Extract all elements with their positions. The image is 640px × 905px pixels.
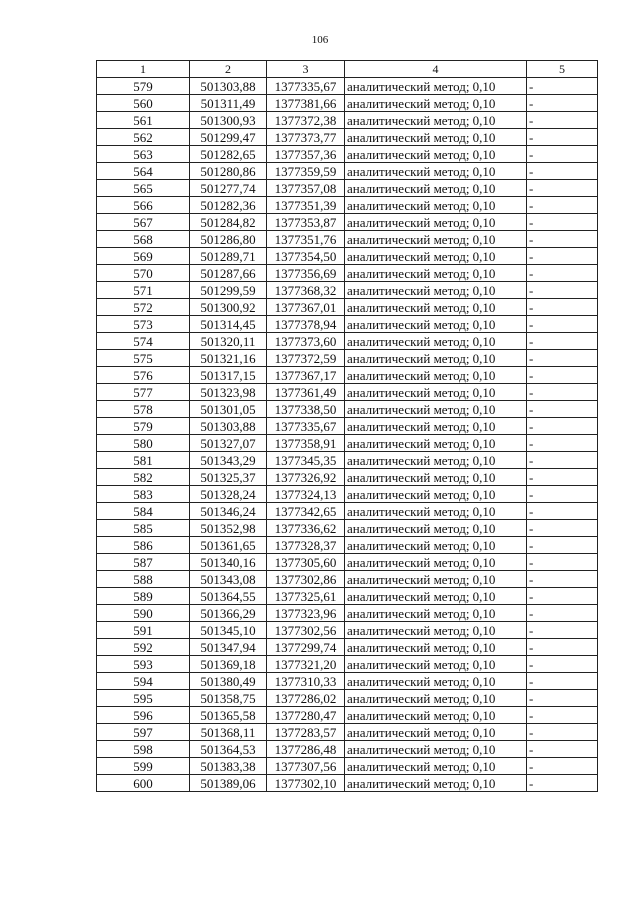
table-row	[97, 95, 598, 112]
table-row	[97, 435, 598, 452]
notes-cell: -	[527, 554, 598, 571]
page-number: 106	[311, 34, 329, 46]
y-coordinate-cell: 1377307,56	[267, 758, 345, 775]
point-number-cell: 565	[97, 180, 190, 197]
point-number-cell: 597	[97, 724, 190, 741]
notes-cell: -	[527, 639, 598, 656]
method-accuracy-cell: аналитический метод; 0,10	[345, 180, 527, 197]
table-row	[97, 214, 598, 231]
x-coordinate-cell: 501325,37	[190, 469, 267, 486]
point-number-cell: 573	[97, 316, 190, 333]
x-coordinate-cell: 501314,45	[190, 316, 267, 333]
x-coordinate-cell: 501282,36	[190, 197, 267, 214]
point-number-cell: 596	[97, 707, 190, 724]
notes-cell: -	[527, 112, 598, 129]
table-row	[97, 724, 598, 741]
point-number-cell: 588	[97, 571, 190, 588]
y-coordinate-cell: 1377361,49	[267, 384, 345, 401]
point-number-cell: 585	[97, 520, 190, 537]
y-coordinate-cell: 1377342,65	[267, 503, 345, 520]
notes-cell: -	[527, 486, 598, 503]
method-accuracy-cell: аналитический метод; 0,10	[345, 537, 527, 554]
y-coordinate-cell: 1377335,67	[267, 418, 345, 435]
method-accuracy-cell: аналитический метод; 0,10	[345, 316, 527, 333]
method-accuracy-cell: аналитический метод; 0,10	[345, 690, 527, 707]
table-row	[97, 112, 598, 129]
point-number-cell: 600	[97, 775, 190, 792]
x-coordinate-cell: 501361,65	[190, 537, 267, 554]
x-coordinate-cell: 501365,58	[190, 707, 267, 724]
y-coordinate-cell: 1377373,60	[267, 333, 345, 350]
method-accuracy-cell: аналитический метод; 0,10	[345, 656, 527, 673]
notes-cell: -	[527, 265, 598, 282]
notes-cell: -	[527, 435, 598, 452]
table-row	[97, 588, 598, 605]
method-accuracy-cell: аналитический метод; 0,10	[345, 333, 527, 350]
x-coordinate-cell: 501380,49	[190, 673, 267, 690]
y-coordinate-cell: 1377335,67	[267, 78, 345, 95]
notes-cell: -	[527, 384, 598, 401]
y-coordinate-cell: 1377299,74	[267, 639, 345, 656]
method-accuracy-cell: аналитический метод; 0,10	[345, 418, 527, 435]
point-number-cell: 575	[97, 350, 190, 367]
table-row	[97, 265, 598, 282]
y-coordinate-cell: 1377381,66	[267, 95, 345, 112]
notes-cell: -	[527, 588, 598, 605]
table-row	[97, 248, 598, 265]
point-number-cell: 578	[97, 401, 190, 418]
point-number-cell: 584	[97, 503, 190, 520]
method-accuracy-cell: аналитический метод; 0,10	[345, 486, 527, 503]
y-coordinate-cell: 1377378,94	[267, 316, 345, 333]
y-coordinate-cell: 1377302,10	[267, 775, 345, 792]
method-accuracy-cell: аналитический метод; 0,10	[345, 163, 527, 180]
notes-cell: -	[527, 418, 598, 435]
notes-cell: -	[527, 520, 598, 537]
x-coordinate-cell: 501286,80	[190, 231, 267, 248]
x-coordinate-cell: 501280,86	[190, 163, 267, 180]
notes-cell: -	[527, 452, 598, 469]
method-accuracy-cell: аналитический метод; 0,10	[345, 197, 527, 214]
y-coordinate-cell: 1377305,60	[267, 554, 345, 571]
y-coordinate-cell: 1377286,48	[267, 741, 345, 758]
table-row	[97, 605, 598, 622]
method-accuracy-cell: аналитический метод; 0,10	[345, 248, 527, 265]
notes-cell: -	[527, 503, 598, 520]
x-coordinate-cell: 501327,07	[190, 435, 267, 452]
point-number-cell: 579	[97, 78, 190, 95]
point-number-cell: 576	[97, 367, 190, 384]
column-header-4: 4	[345, 61, 527, 78]
table-row	[97, 639, 598, 656]
table-row	[97, 571, 598, 588]
point-number-cell: 561	[97, 112, 190, 129]
method-accuracy-cell: аналитический метод; 0,10	[345, 554, 527, 571]
table-row	[97, 758, 598, 775]
table-row	[97, 299, 598, 316]
point-number-cell: 582	[97, 469, 190, 486]
notes-cell: -	[527, 282, 598, 299]
y-coordinate-cell: 1377302,56	[267, 622, 345, 639]
point-number-cell: 574	[97, 333, 190, 350]
y-coordinate-cell: 1377372,38	[267, 112, 345, 129]
notes-cell: -	[527, 180, 598, 197]
point-number-cell: 583	[97, 486, 190, 503]
notes-cell: -	[527, 248, 598, 265]
point-number-cell: 572	[97, 299, 190, 316]
table-row	[97, 384, 598, 401]
notes-cell: -	[527, 707, 598, 724]
point-number-cell: 592	[97, 639, 190, 656]
x-coordinate-cell: 501300,92	[190, 299, 267, 316]
point-number-cell: 564	[97, 163, 190, 180]
table-row	[97, 469, 598, 486]
method-accuracy-cell: аналитический метод; 0,10	[345, 282, 527, 299]
y-coordinate-cell: 1377357,36	[267, 146, 345, 163]
table-row	[97, 350, 598, 367]
x-coordinate-cell: 501284,82	[190, 214, 267, 231]
x-coordinate-cell: 501287,66	[190, 265, 267, 282]
table-row	[97, 197, 598, 214]
y-coordinate-cell: 1377302,86	[267, 571, 345, 588]
notes-cell: -	[527, 78, 598, 95]
notes-cell: -	[527, 163, 598, 180]
method-accuracy-cell: аналитический метод; 0,10	[345, 367, 527, 384]
y-coordinate-cell: 1377328,37	[267, 537, 345, 554]
x-coordinate-cell: 501303,88	[190, 78, 267, 95]
x-coordinate-cell: 501369,18	[190, 656, 267, 673]
notes-cell: -	[527, 605, 598, 622]
point-number-cell: 566	[97, 197, 190, 214]
notes-cell: -	[527, 316, 598, 333]
notes-cell: -	[527, 775, 598, 792]
table-row	[97, 452, 598, 469]
method-accuracy-cell: аналитический метод; 0,10	[345, 588, 527, 605]
table-header-row	[97, 61, 598, 78]
method-accuracy-cell: аналитический метод; 0,10	[345, 775, 527, 792]
table-row	[97, 418, 598, 435]
x-coordinate-cell: 501282,65	[190, 146, 267, 163]
x-coordinate-cell: 501321,16	[190, 350, 267, 367]
notes-cell: -	[527, 690, 598, 707]
y-coordinate-cell: 1377323,96	[267, 605, 345, 622]
y-coordinate-cell: 1377372,59	[267, 350, 345, 367]
notes-cell: -	[527, 673, 598, 690]
table-row	[97, 180, 598, 197]
y-coordinate-cell: 1377354,50	[267, 248, 345, 265]
table-row	[97, 163, 598, 180]
x-coordinate-cell: 501389,06	[190, 775, 267, 792]
table-row	[97, 367, 598, 384]
table-row	[97, 486, 598, 503]
table-row	[97, 520, 598, 537]
table-row	[97, 775, 598, 792]
x-coordinate-cell: 501340,16	[190, 554, 267, 571]
notes-cell: -	[527, 333, 598, 350]
point-number-cell: 563	[97, 146, 190, 163]
x-coordinate-cell: 501317,15	[190, 367, 267, 384]
y-coordinate-cell: 1377280,47	[267, 707, 345, 724]
notes-cell: -	[527, 231, 598, 248]
y-coordinate-cell: 1377356,69	[267, 265, 345, 282]
x-coordinate-cell: 501352,98	[190, 520, 267, 537]
point-number-cell: 598	[97, 741, 190, 758]
x-coordinate-cell: 501368,11	[190, 724, 267, 741]
notes-cell: -	[527, 299, 598, 316]
y-coordinate-cell: 1377286,02	[267, 690, 345, 707]
point-number-cell: 570	[97, 265, 190, 282]
y-coordinate-cell: 1377351,76	[267, 231, 345, 248]
point-number-cell: 595	[97, 690, 190, 707]
method-accuracy-cell: аналитический метод; 0,10	[345, 78, 527, 95]
column-header-3: 3	[267, 61, 345, 78]
notes-cell: -	[527, 571, 598, 588]
point-number-cell: 571	[97, 282, 190, 299]
point-number-cell: 567	[97, 214, 190, 231]
method-accuracy-cell: аналитический метод; 0,10	[345, 384, 527, 401]
point-number-cell: 569	[97, 248, 190, 265]
table-row	[97, 333, 598, 350]
method-accuracy-cell: аналитический метод; 0,10	[345, 214, 527, 231]
y-coordinate-cell: 1377367,17	[267, 367, 345, 384]
table-row	[97, 401, 598, 418]
table-row	[97, 282, 598, 299]
x-coordinate-cell: 501366,29	[190, 605, 267, 622]
table-row	[97, 78, 598, 95]
y-coordinate-cell: 1377338,50	[267, 401, 345, 418]
y-coordinate-cell: 1377336,62	[267, 520, 345, 537]
notes-cell: -	[527, 214, 598, 231]
x-coordinate-cell: 501364,55	[190, 588, 267, 605]
y-coordinate-cell: 1377358,91	[267, 435, 345, 452]
point-number-cell: 560	[97, 95, 190, 112]
x-coordinate-cell: 501277,74	[190, 180, 267, 197]
method-accuracy-cell: аналитический метод; 0,10	[345, 605, 527, 622]
method-accuracy-cell: аналитический метод; 0,10	[345, 452, 527, 469]
point-number-cell: 593	[97, 656, 190, 673]
y-coordinate-cell: 1377353,87	[267, 214, 345, 231]
point-number-cell: 599	[97, 758, 190, 775]
table-row	[97, 741, 598, 758]
table-row	[97, 129, 598, 146]
y-coordinate-cell: 1377368,32	[267, 282, 345, 299]
point-number-cell: 581	[97, 452, 190, 469]
table-row	[97, 673, 598, 690]
point-number-cell: 590	[97, 605, 190, 622]
notes-cell: -	[527, 350, 598, 367]
method-accuracy-cell: аналитический метод; 0,10	[345, 469, 527, 486]
notes-cell: -	[527, 129, 598, 146]
x-coordinate-cell: 501303,88	[190, 418, 267, 435]
x-coordinate-cell: 501300,93	[190, 112, 267, 129]
notes-cell: -	[527, 724, 598, 741]
x-coordinate-cell: 501311,49	[190, 95, 267, 112]
x-coordinate-cell: 501301,05	[190, 401, 267, 418]
column-header-1: 1	[97, 61, 190, 78]
method-accuracy-cell: аналитический метод; 0,10	[345, 673, 527, 690]
method-accuracy-cell: аналитический метод; 0,10	[345, 350, 527, 367]
table-row	[97, 503, 598, 520]
table-body	[97, 78, 598, 792]
notes-cell: -	[527, 197, 598, 214]
notes-cell: -	[527, 758, 598, 775]
y-coordinate-cell: 1377359,59	[267, 163, 345, 180]
x-coordinate-cell: 501358,75	[190, 690, 267, 707]
method-accuracy-cell: аналитический метод; 0,10	[345, 758, 527, 775]
y-coordinate-cell: 1377324,13	[267, 486, 345, 503]
point-number-cell: 589	[97, 588, 190, 605]
method-accuracy-cell: аналитический метод; 0,10	[345, 622, 527, 639]
method-accuracy-cell: аналитический метод; 0,10	[345, 299, 527, 316]
x-coordinate-cell: 501323,98	[190, 384, 267, 401]
method-accuracy-cell: аналитический метод; 0,10	[345, 571, 527, 588]
table-row	[97, 554, 598, 571]
x-coordinate-cell: 501343,08	[190, 571, 267, 588]
x-coordinate-cell: 501346,24	[190, 503, 267, 520]
method-accuracy-cell: аналитический метод; 0,10	[345, 231, 527, 248]
y-coordinate-cell: 1377310,33	[267, 673, 345, 690]
table-row	[97, 622, 598, 639]
notes-cell: -	[527, 367, 598, 384]
y-coordinate-cell: 1377351,39	[267, 197, 345, 214]
notes-cell: -	[527, 537, 598, 554]
table-row	[97, 316, 598, 333]
table-row	[97, 690, 598, 707]
x-coordinate-cell: 501364,53	[190, 741, 267, 758]
coordinates-table	[96, 60, 598, 792]
column-header-5: 5	[527, 61, 598, 78]
notes-cell: -	[527, 401, 598, 418]
method-accuracy-cell: аналитический метод; 0,10	[345, 724, 527, 741]
x-coordinate-cell: 501299,59	[190, 282, 267, 299]
x-coordinate-cell: 501383,38	[190, 758, 267, 775]
method-accuracy-cell: аналитический метод; 0,10	[345, 146, 527, 163]
y-coordinate-cell: 1377357,08	[267, 180, 345, 197]
y-coordinate-cell: 1377345,35	[267, 452, 345, 469]
x-coordinate-cell: 501299,47	[190, 129, 267, 146]
x-coordinate-cell: 501343,29	[190, 452, 267, 469]
point-number-cell: 587	[97, 554, 190, 571]
notes-cell: -	[527, 95, 598, 112]
table-row	[97, 231, 598, 248]
notes-cell: -	[527, 741, 598, 758]
method-accuracy-cell: аналитический метод; 0,10	[345, 435, 527, 452]
y-coordinate-cell: 1377367,01	[267, 299, 345, 316]
x-coordinate-cell: 501320,11	[190, 333, 267, 350]
y-coordinate-cell: 1377325,61	[267, 588, 345, 605]
method-accuracy-cell: аналитический метод; 0,10	[345, 741, 527, 758]
x-coordinate-cell: 501345,10	[190, 622, 267, 639]
x-coordinate-cell: 501328,24	[190, 486, 267, 503]
method-accuracy-cell: аналитический метод; 0,10	[345, 129, 527, 146]
method-accuracy-cell: аналитический метод; 0,10	[345, 112, 527, 129]
method-accuracy-cell: аналитический метод; 0,10	[345, 95, 527, 112]
point-number-cell: 580	[97, 435, 190, 452]
table-row	[97, 656, 598, 673]
method-accuracy-cell: аналитический метод; 0,10	[345, 639, 527, 656]
table-row	[97, 537, 598, 554]
x-coordinate-cell: 501289,71	[190, 248, 267, 265]
method-accuracy-cell: аналитический метод; 0,10	[345, 503, 527, 520]
y-coordinate-cell: 1377283,57	[267, 724, 345, 741]
point-number-cell: 594	[97, 673, 190, 690]
notes-cell: -	[527, 622, 598, 639]
point-number-cell: 562	[97, 129, 190, 146]
point-number-cell: 586	[97, 537, 190, 554]
method-accuracy-cell: аналитический метод; 0,10	[345, 265, 527, 282]
y-coordinate-cell: 1377373,77	[267, 129, 345, 146]
method-accuracy-cell: аналитический метод; 0,10	[345, 401, 527, 418]
point-number-cell: 577	[97, 384, 190, 401]
notes-cell: -	[527, 656, 598, 673]
point-number-cell: 568	[97, 231, 190, 248]
table-row	[97, 707, 598, 724]
x-coordinate-cell: 501347,94	[190, 639, 267, 656]
point-number-cell: 591	[97, 622, 190, 639]
table-row	[97, 146, 598, 163]
method-accuracy-cell: аналитический метод; 0,10	[345, 520, 527, 537]
notes-cell: -	[527, 146, 598, 163]
y-coordinate-cell: 1377326,92	[267, 469, 345, 486]
y-coordinate-cell: 1377321,20	[267, 656, 345, 673]
column-header-2: 2	[190, 61, 267, 78]
point-number-cell: 579	[97, 418, 190, 435]
notes-cell: -	[527, 469, 598, 486]
method-accuracy-cell: аналитический метод; 0,10	[345, 707, 527, 724]
